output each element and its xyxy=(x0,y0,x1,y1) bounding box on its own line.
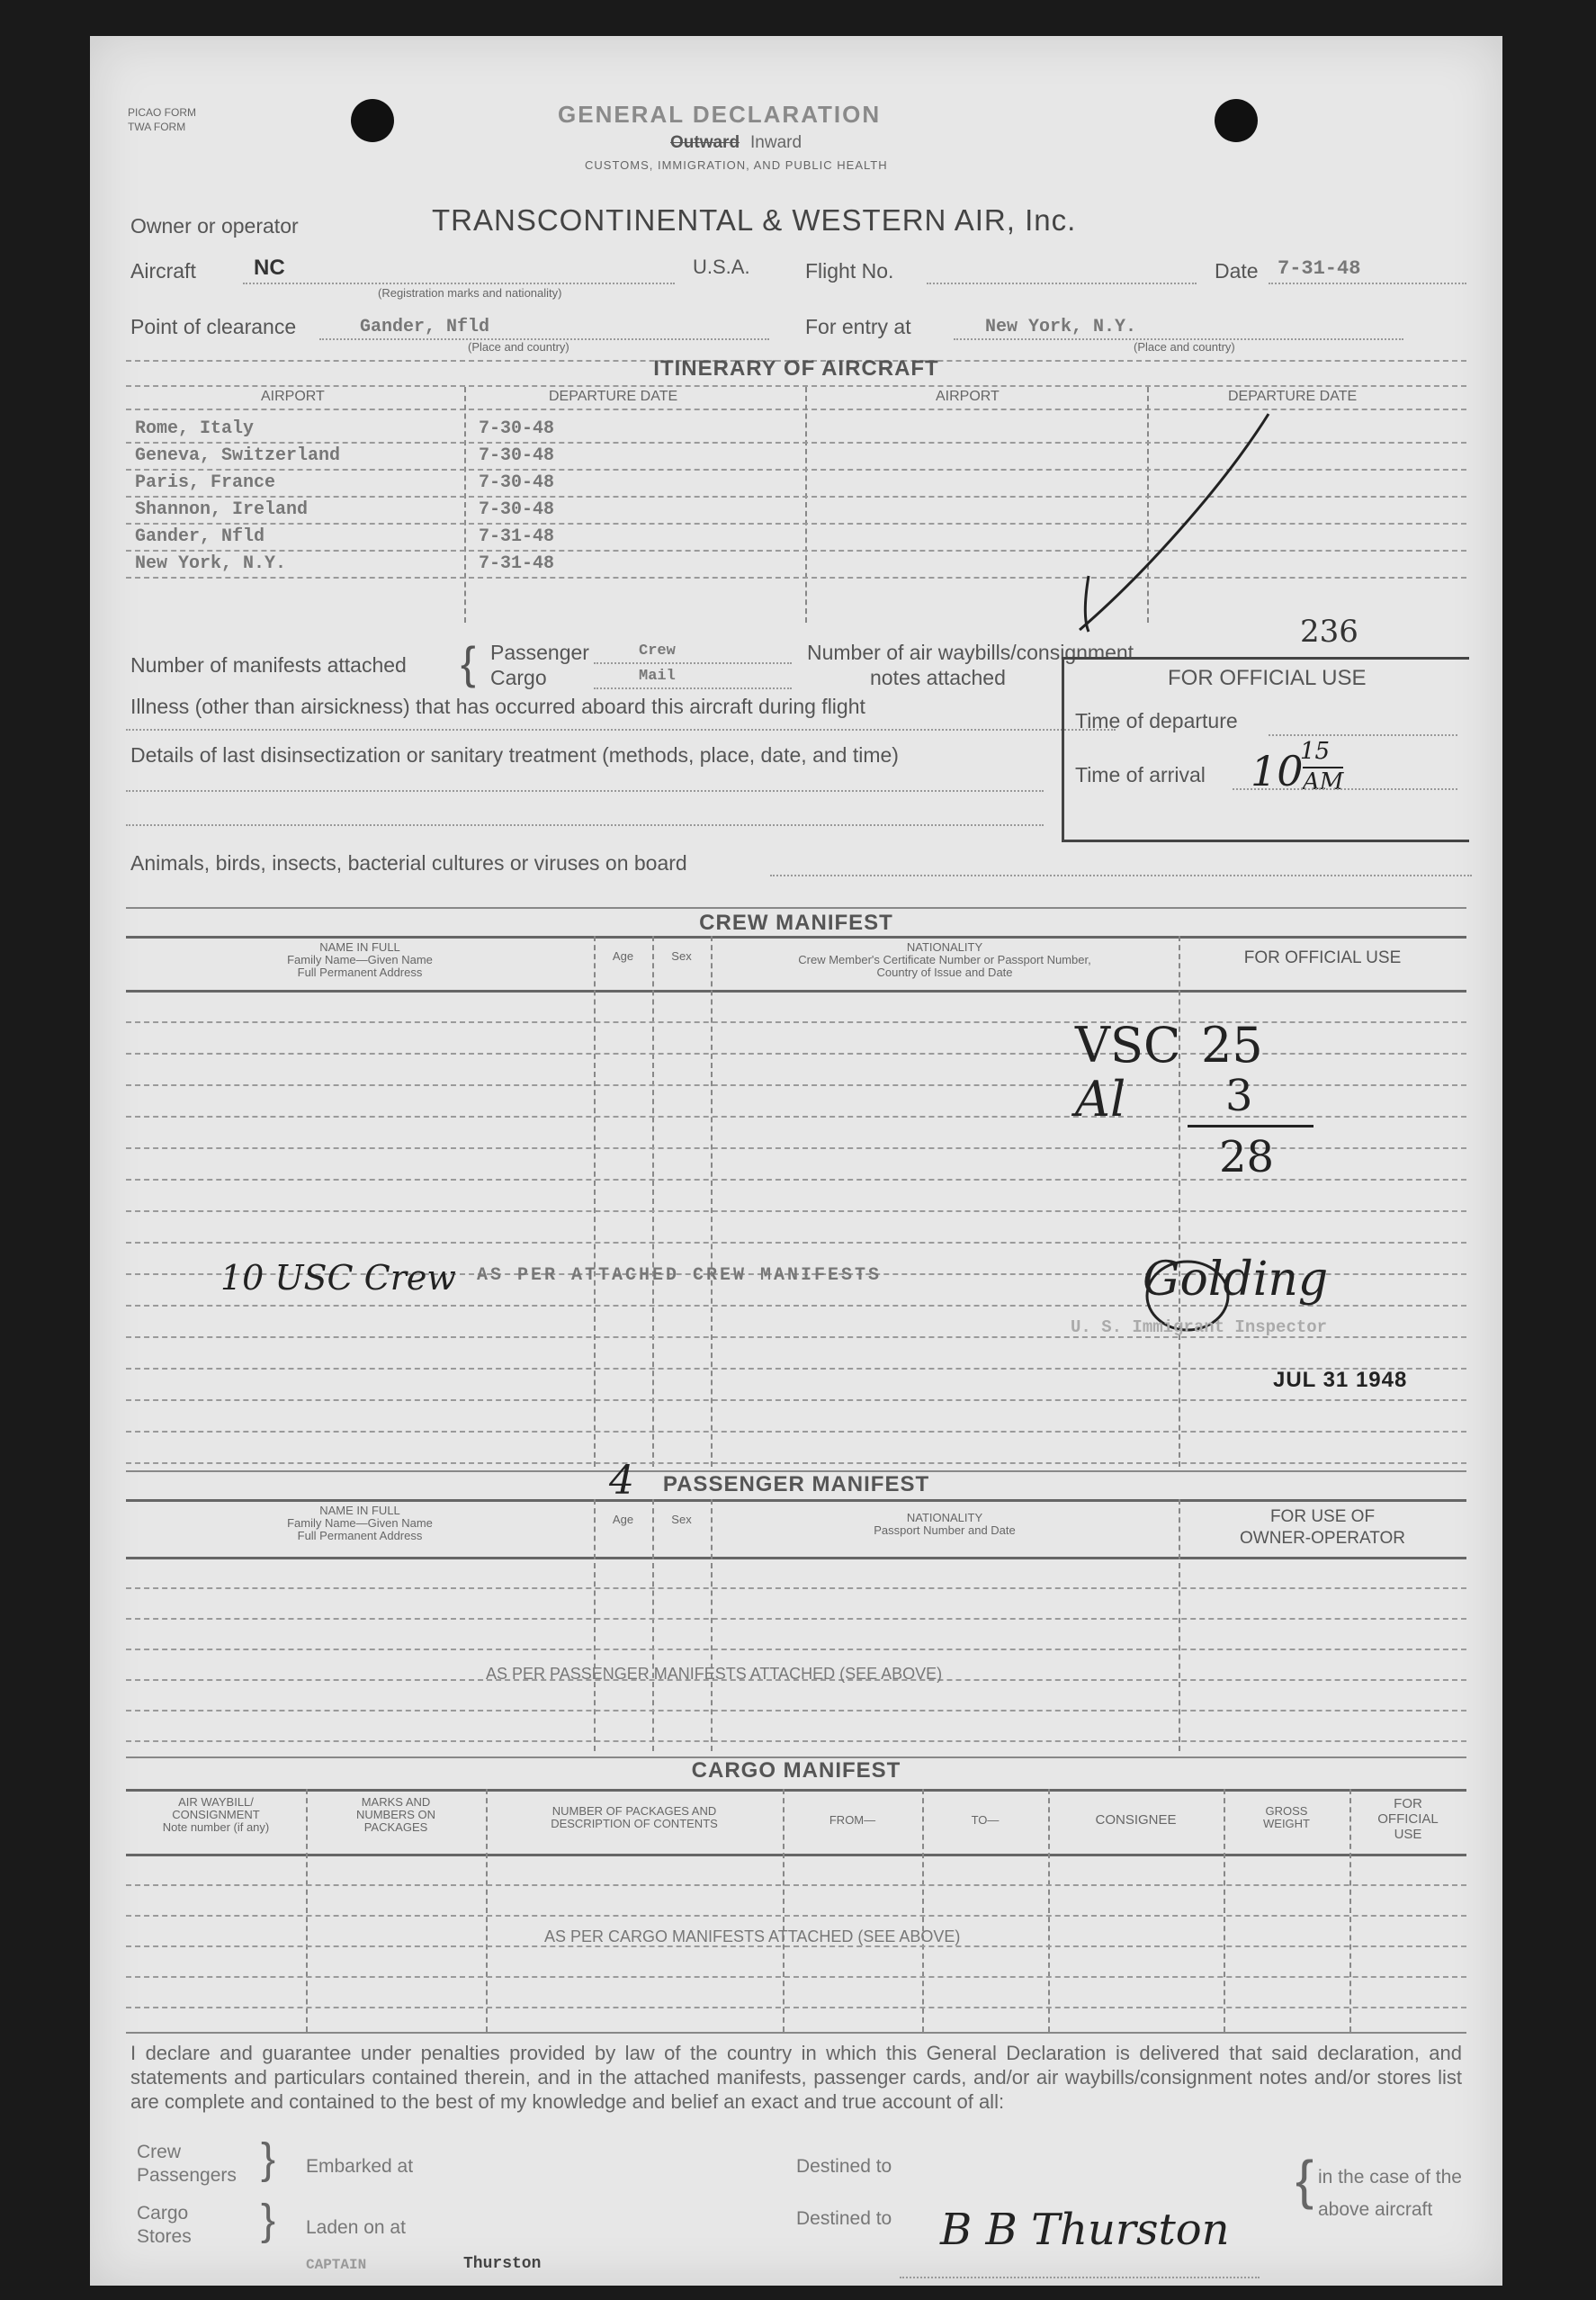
cargo-row-rule xyxy=(126,1976,1466,1978)
arrival-sup: 15 xyxy=(1300,738,1331,765)
decl-crew: Crew xyxy=(137,2142,182,2162)
passenger-col-nationality: NATIONALITY Passport Number and Date xyxy=(874,1511,1016,1537)
cargo-header-bottom xyxy=(126,1854,1466,1856)
decl-embarked: Embarked at xyxy=(306,2156,414,2177)
crew-vline-2 xyxy=(652,936,654,1467)
itinerary-airport-2: Paris, France xyxy=(135,472,276,493)
flight-line xyxy=(927,283,1197,284)
cargo-col-waybill: AIR WAYBILL/ CONSIGNMENT Note number (if any) xyxy=(162,1795,270,1834)
decl-brace-2: } xyxy=(261,2197,276,2244)
manifests-label: Number of manifests attached xyxy=(130,653,407,677)
captain-label: CAPTAIN xyxy=(306,2257,367,2273)
itinerary-date-3: 7-30-48 xyxy=(479,499,555,520)
cargo-col-to: TO— xyxy=(971,1813,1000,1827)
crew-header-top xyxy=(126,936,1466,939)
itinerary-airport-5: New York, N.Y. xyxy=(135,553,287,574)
itinerary-col-departure-2: DEPARTURE DATE xyxy=(1228,389,1358,404)
itinerary-airport-1: Geneva, Switzerland xyxy=(135,445,341,466)
animals-line xyxy=(770,875,1472,876)
itinerary-date-2: 7-30-48 xyxy=(479,472,555,493)
cargo-line xyxy=(594,687,792,689)
aircraft-label: Aircraft xyxy=(130,259,196,283)
itinerary-cancel-mark xyxy=(1062,396,1296,648)
owner-value: TRANSCONTINENTAL & WESTERN AIR, Inc. xyxy=(432,203,1077,237)
crew-vline-1 xyxy=(594,936,596,1467)
crew-title: CREW MANIFEST xyxy=(699,911,893,935)
arrival-label: Time of arrival xyxy=(1075,763,1206,786)
decl-cargo: Cargo xyxy=(137,2203,189,2224)
passenger-col-name: NAME IN FULL Family Name—Given Name Full Permanent Address xyxy=(287,1504,433,1542)
crew-row-rule xyxy=(126,1084,1466,1086)
declaration-text: I declare and guarantee under penalties provided by law of the country in which this General Declaration is delivered that said declaration, and statements and particulars contained therein, and in the attached manifests, passenger cards, and/or air waybills/consignment notes and/or stores list are complete and contained to the best of my knowledge and belief an exact and true account of all: xyxy=(130,2042,1462,2113)
cargo-col-from: FROM— xyxy=(829,1813,876,1827)
disinsect-label: Details of last disinsectization or sanitary treatment (methods, place, date, and time) xyxy=(130,743,899,767)
itinerary-date-4: 7-31-48 xyxy=(479,526,555,547)
passenger-label: Passenger xyxy=(490,641,589,664)
captain-sig-line xyxy=(900,2277,1260,2278)
decl-brace-3: { xyxy=(1296,2150,1314,2210)
crew-tally-1-label: VSC xyxy=(1075,1017,1181,1074)
cargo-title: CARGO MANIFEST xyxy=(691,1758,901,1783)
crew-tally-2-label: Al xyxy=(1075,1071,1126,1128)
illness-line xyxy=(126,729,1116,731)
passenger-note: AS PER PASSENGER MANIFESTS ATTACHED (SEE ABOVE) xyxy=(486,1665,943,1683)
date-value: 7-31-48 xyxy=(1278,257,1361,280)
declaration-sheet xyxy=(90,36,1502,2286)
decl-laden: Laden on at xyxy=(306,2217,406,2238)
crew-col-official: FOR OFFICIAL USE xyxy=(1243,948,1402,967)
crew-top-rule xyxy=(126,907,1466,909)
cargo-label: Cargo xyxy=(490,666,547,689)
itinerary-col-departure-1: DEPARTURE DATE xyxy=(549,389,678,404)
cargo-vline-7 xyxy=(1349,1789,1351,2032)
punch-hole-right xyxy=(1215,99,1258,142)
crew-row-rule xyxy=(126,1053,1466,1055)
crew-vline-4 xyxy=(1179,936,1180,1467)
cargo-row-rule xyxy=(126,1884,1466,1886)
form-title: GENERAL DECLARATION xyxy=(558,101,882,128)
decl-stores: Stores xyxy=(137,2226,192,2247)
crew-col-age: Age xyxy=(612,949,634,963)
passenger-header-bottom xyxy=(126,1557,1466,1559)
aircraft-note: (Registration marks and nationality) xyxy=(378,286,562,300)
itinerary-date-1: 7-30-48 xyxy=(479,445,555,466)
cargo-value: Mail xyxy=(639,668,676,685)
crew-tally-rule xyxy=(1188,1125,1314,1128)
date-line xyxy=(1269,283,1466,284)
clearance-label: Point of clearance xyxy=(130,315,297,338)
cargo-vline-3 xyxy=(783,1789,785,2032)
crew-tally-total: 28 xyxy=(1219,1132,1275,1182)
passenger-row-rule xyxy=(126,1618,1466,1620)
illness-label: Illness (other than airsickness) that has occurred aboard this aircraft during flight xyxy=(130,695,865,718)
stamp-number: 236 xyxy=(1300,614,1358,650)
inspector-signature: Golding xyxy=(1143,1253,1329,1307)
aircraft-prefix: NC xyxy=(254,256,285,280)
itinerary-airport-0: Rome, Italy xyxy=(135,418,255,439)
passenger-title: PASSENGER MANIFEST xyxy=(662,1472,930,1496)
cargo-col-official: FOR OFFICIAL USE xyxy=(1377,1796,1439,1842)
form-subtitle: CUSTOMS, IMMIGRATION, AND PUBLIC HEALTH xyxy=(585,158,888,172)
entry-note: (Place and country) xyxy=(1134,340,1235,354)
cargo-col-packages: NUMBER OF PACKAGES AND DESCRIPTION OF CONTENTS xyxy=(551,1804,718,1830)
disinsect-line-2 xyxy=(126,824,1044,826)
passenger-col-sex: Sex xyxy=(671,1513,692,1526)
itinerary-airport-4: Gander, Nfld xyxy=(135,526,265,547)
itinerary-title: ITINERARY OF AIRCRAFT xyxy=(653,356,939,381)
cargo-vline-4 xyxy=(922,1789,924,2032)
passenger-row-rule xyxy=(126,1740,1466,1742)
direction-outward: Outward xyxy=(670,133,740,152)
captain-signature: B B Thurston xyxy=(940,2205,1230,2255)
cargo-bottom-rule xyxy=(126,2032,1466,2034)
cargo-header-top xyxy=(126,1789,1466,1792)
clearance-value: Gander, Nfld xyxy=(360,317,490,337)
crew-tally-2-value: 3 xyxy=(1225,1071,1253,1121)
departure-label: Time of departure xyxy=(1075,709,1238,732)
aircraft-line xyxy=(243,283,675,284)
cargo-row-rule xyxy=(126,2007,1466,2008)
manifests-brace: { xyxy=(461,638,476,688)
cargo-col-marks: MARKS AND NUMBERS ON PACKAGES xyxy=(355,1795,436,1834)
passenger-value: Crew xyxy=(639,642,676,660)
flight-label: Flight No. xyxy=(805,259,894,283)
itinerary-date-0: 7-30-48 xyxy=(479,418,555,439)
pax-vline-3 xyxy=(711,1499,713,1751)
waybill-label-1: Number of air waybills/consignment xyxy=(807,641,1134,664)
crew-row-rule xyxy=(126,1021,1466,1023)
cargo-col-consignee: CONSIGNEE xyxy=(1095,1812,1177,1828)
cargo-col-weight: GROSS WEIGHT xyxy=(1263,1804,1310,1830)
passenger-row-rule xyxy=(126,1587,1466,1589)
captain-name: Thurston xyxy=(463,2255,542,2273)
date-label: Date xyxy=(1215,259,1259,283)
itinerary-airport-3: Shannon, Ireland xyxy=(135,499,309,520)
decl-case-2: above aircraft xyxy=(1318,2199,1433,2220)
itinerary-date-5: 7-31-48 xyxy=(479,553,555,574)
aircraft-country: U.S.A. xyxy=(693,256,750,278)
pax-vline-2 xyxy=(652,1499,654,1751)
arrival-line xyxy=(1233,788,1457,790)
cargo-vline-5 xyxy=(1048,1789,1050,2032)
crew-row-rule xyxy=(126,1242,1466,1244)
crew-row-rule xyxy=(126,1210,1466,1212)
crew-row-rule xyxy=(126,1399,1466,1401)
cargo-note: AS PER CARGO MANIFESTS ATTACHED (SEE ABOVE) xyxy=(544,1927,961,1945)
crew-row-rule xyxy=(126,1116,1466,1118)
crew-typed-note: AS PER ATTACHED CREW MANIFESTS xyxy=(477,1265,883,1286)
inspector-stamp-date: JUL 31 1948 xyxy=(1273,1368,1408,1392)
arrival-value: 10 xyxy=(1251,747,1304,795)
pax-vline-4 xyxy=(1179,1499,1180,1751)
animals-label: Animals, birds, insects, bacterial cultures or viruses on board xyxy=(130,851,687,875)
crew-row-rule xyxy=(126,1462,1466,1464)
form-id-2: TWA FORM xyxy=(128,121,186,133)
passenger-col-owner: FOR USE OF OWNER-OPERATOR xyxy=(1239,1507,1406,1548)
cargo-vline-2 xyxy=(486,1789,488,2032)
direction-inward: Inward xyxy=(750,133,802,152)
inspector-title: U. S. Immigrant Inspector xyxy=(1071,1317,1328,1337)
itin-vline-2 xyxy=(805,387,807,623)
entry-value: New York, N.Y. xyxy=(985,317,1137,337)
decl-passengers: Passengers xyxy=(137,2165,237,2186)
passenger-count: 4 xyxy=(609,1458,634,1504)
crew-row-rule xyxy=(126,1368,1466,1370)
crew-col-name: NAME IN FULL Family Name—Given Name Full Permanent Address xyxy=(287,940,433,979)
crew-vline-3 xyxy=(711,936,713,1467)
decl-destined-1: Destined to xyxy=(796,2156,892,2177)
decl-destined-2: Destined to xyxy=(796,2208,892,2229)
owner-label: Owner or operator xyxy=(130,214,299,238)
disinsect-line-1 xyxy=(126,790,1044,792)
passenger-row-rule xyxy=(126,1710,1466,1712)
decl-case-1: in the case of the xyxy=(1318,2167,1462,2188)
passenger-header-top xyxy=(126,1499,1466,1502)
itinerary-col-airport-2: AIRPORT xyxy=(936,389,1000,404)
official-title: FOR OFFICIAL USE xyxy=(1168,666,1367,690)
punch-hole-left xyxy=(351,99,394,142)
crew-tally-1-value: 25 xyxy=(1201,1017,1263,1074)
form-id-1: PICAO FORM xyxy=(128,106,197,119)
waybill-label-2: notes attached xyxy=(870,666,1006,689)
cargo-row-rule xyxy=(126,1915,1466,1917)
itinerary-col-airport-1: AIRPORT xyxy=(261,389,325,404)
passenger-line xyxy=(594,662,792,664)
entry-label: For entry at xyxy=(805,315,911,338)
crew-row-rule xyxy=(126,1431,1466,1433)
crew-col-sex: Sex xyxy=(671,949,692,963)
departure-line xyxy=(1269,734,1457,736)
crew-hand-note: 10 USC Crew xyxy=(220,1258,456,1298)
passenger-row-rule xyxy=(126,1649,1466,1650)
pax-vline-1 xyxy=(594,1499,596,1751)
clearance-note: (Place and country) xyxy=(468,340,569,354)
crew-header-bottom xyxy=(126,990,1466,993)
arrival-ampm: AM xyxy=(1303,768,1344,795)
crew-col-nationality: NATIONALITY Crew Member's Certificate Number or Passport Number, Country of Issue and Date xyxy=(798,940,1091,979)
cargo-vline-6 xyxy=(1224,1789,1225,2032)
decl-brace-1: } xyxy=(261,2135,276,2183)
itin-vline-1 xyxy=(464,387,466,623)
passenger-col-age: Age xyxy=(612,1513,634,1526)
cargo-vline-1 xyxy=(306,1789,308,2032)
itinerary-header-rule xyxy=(126,385,1466,387)
